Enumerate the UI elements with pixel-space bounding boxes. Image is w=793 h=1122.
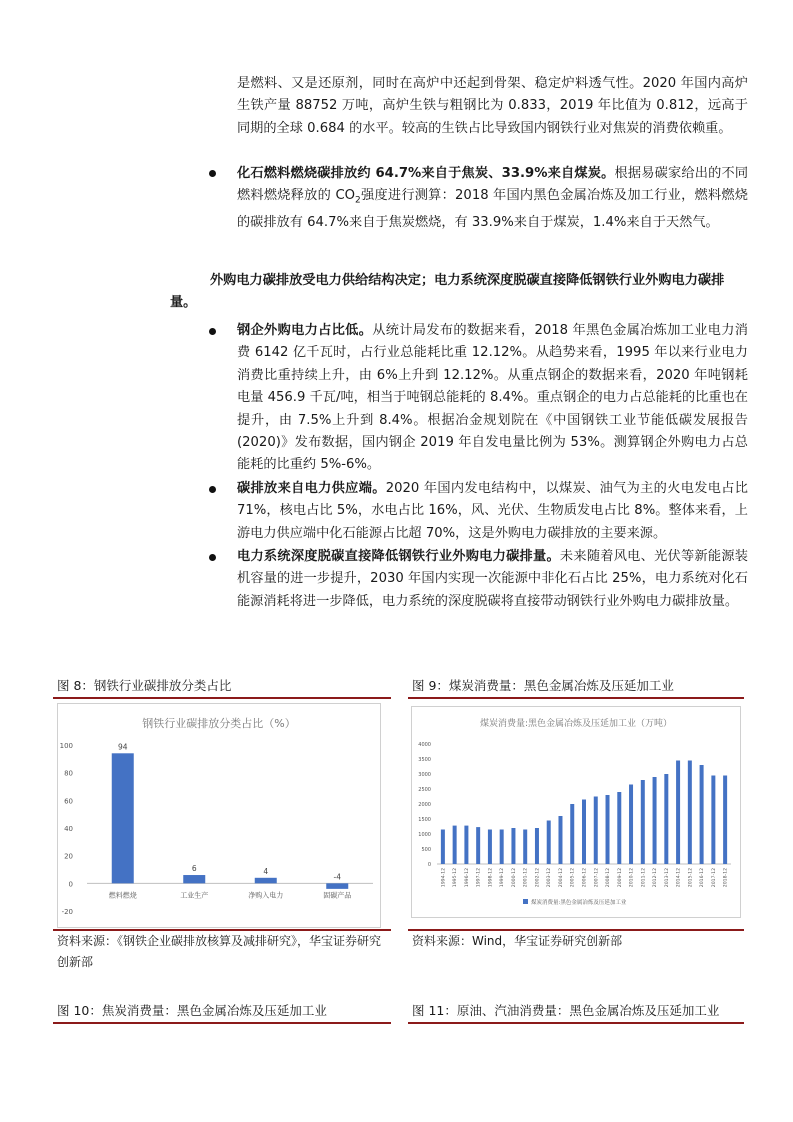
y-tick-label: 100: [59, 742, 73, 750]
bar: [582, 800, 586, 865]
bullet-text: 从统计局发布的数据来看，2018 年黑色金属冶炼加工业电力消费 6142 亿千瓦时，占行业总能耗比重 12.12%。从趋势来看，1995 年以来行业电力消费比重持续上升，由 6%上升到 12.12%。从重点钢企的数据来看，2020 年吨钢耗电量 456.9 千瓦/吨，相当于吨钢总能耗的 8.4%。重点钢企的电力占总能耗的比重也在提升，由 7.5%上升到 8.4%。根据冶金规划院在《中国钢铁工业节能低碳发展报告(2020)》发布数据，国内钢企 2019 年自发电量比例为 53%。测算钢企外购电力占总能耗的比重约 5%-6%。: [237, 323, 748, 473]
x-category-label: 2003-12: [547, 868, 553, 888]
section-heading: 外购电力碳排放受电力供给结构决定；电力系统深度脱碳直接降低钢铁行业外购电力碳排量。: [170, 273, 725, 311]
x-category-label: 2012-12: [653, 868, 659, 888]
x-category-label: 2010-12: [629, 868, 635, 888]
bullet-decarbonization: [237, 546, 748, 613]
legend-label: 煤炭消费量:黑色金属冶炼及压延加工业: [531, 900, 627, 906]
bar: [500, 830, 504, 865]
bar: [629, 785, 633, 865]
fig8-chart: [57, 703, 381, 928]
y-tick-label: 3000: [418, 772, 431, 778]
fig10-rule: [53, 1022, 391, 1024]
x-category-label: 2018-12: [723, 868, 729, 888]
y-tick-label: 1000: [418, 832, 431, 838]
x-category-label: 1994-12: [441, 868, 447, 888]
x-category-label: 2016-12: [700, 868, 706, 888]
x-category-label: 2001-12: [523, 868, 529, 888]
x-category-label: 1997-12: [476, 868, 482, 888]
x-category-label: 净购入电力: [248, 891, 284, 900]
bar: [688, 761, 692, 865]
bar: [476, 827, 480, 864]
y-tick-label: 40: [64, 825, 73, 833]
x-category-label: 2000-12: [511, 868, 517, 888]
data-label: 4: [263, 866, 269, 876]
bar: [183, 875, 205, 883]
bar: [523, 830, 527, 865]
x-category-label: 工业生产: [180, 891, 209, 900]
intro-paragraph: 是燃料、又是还原剂，同时在高炉中还起到骨架、稳定炉料透气性。2020 年国内高炉生铁产量 88752 万吨，高炉生铁与粗钢比为 0.833，2019 年比值为 0.812，远高于同期的全球 0.684 的水平。较高的生铁占比导致国内钢铁行业对焦炭的消费依赖重。: [237, 76, 748, 136]
y-tick-label: 1500: [418, 817, 431, 823]
y-tick-label: 4000: [418, 742, 431, 748]
bar: [511, 828, 515, 864]
bullet-text: 未来随着风电、光伏等新能源装机容量的进一步提升，2030 年国内实现一次能源中非化石占比 25%，电力系统对化石能源消耗将进一步降低，电力系统的深度脱碳将直接带动钢铁行业外购电力碳排放量。: [237, 549, 748, 609]
bar: [441, 830, 445, 865]
bar: [558, 816, 562, 864]
data-label: -4: [333, 872, 341, 882]
bullet-dot: [209, 328, 216, 335]
x-category-label: 2015-12: [688, 868, 694, 888]
bullet-bold-lead: 电力系统深度脱碳直接降低钢铁行业外购电力碳排量。: [237, 549, 560, 564]
x-category-label: 2014-12: [676, 868, 682, 888]
fig9-source: 资料来源：Wind，华宝证券研究创新部: [412, 934, 623, 948]
fig8-top-rule: [53, 697, 391, 699]
bullet-text-cont: 强度进行测算：2018 年国内黑色金属冶炼及加工行业，燃料燃烧的碳排放有 64.7%来自于焦炭燃烧，有 33.9%来自于煤炭，1.4%来自于天然气。: [237, 188, 748, 231]
x-category-label: 1995-12: [453, 868, 459, 888]
y-tick-label: 20: [64, 852, 73, 861]
bar: [570, 804, 574, 864]
fig10-caption: 图 10：焦炭消费量：黑色金属冶炼及压延加工业: [57, 1003, 327, 1018]
y-tick-label: 2000: [418, 802, 431, 808]
bullet-dot: [209, 554, 216, 561]
bar: [641, 780, 645, 864]
legend-swatch: [523, 899, 528, 904]
bullet-dot: [209, 170, 216, 177]
chart-title: 钢铁行业碳排放分类占比（%）: [142, 717, 296, 730]
x-category-label: 2011-12: [641, 868, 647, 888]
bar: [711, 776, 715, 865]
chart-title: 煤炭消费量:黑色金属冶炼及压延加工业（万吨）: [479, 719, 673, 729]
fig9-chart: [411, 706, 741, 918]
x-category-label: 2013-12: [664, 868, 670, 888]
bar: [700, 765, 704, 864]
x-category-label: 2006-12: [582, 868, 588, 888]
fig11-caption: 图 11：原油、汽油消费量：黑色金属冶炼及压延加工业: [412, 1003, 720, 1018]
data-label: 94: [117, 742, 128, 752]
x-category-label: 2009-12: [617, 868, 623, 888]
bullet-fossil-fuel: [237, 163, 748, 235]
bar: [326, 883, 348, 889]
y-tick-label: 2500: [418, 787, 431, 793]
x-category-label: 2002-12: [535, 868, 541, 888]
y-tick-label: 0: [427, 862, 431, 868]
bar: [255, 878, 277, 884]
bar: [453, 826, 457, 864]
y-tick-label: 0: [68, 880, 73, 889]
bar: [594, 797, 598, 865]
bullet-text: 2020 年国内发电结构中，以煤炭、油气为主的火电发电占比 71%，核电占比 5%，水电占比 16%，风、光伏、生物质发电占比 8%。整体来看，上游电力供应端中化石能源占比超 70%，这是外购电力碳排放的主要来源。: [237, 481, 748, 541]
bullet-bold-lead: 碳排放来自电力供应端。: [237, 481, 386, 496]
fig9-caption: 图 9：煤炭消费量：黑色金属冶炼及压延加工业: [412, 678, 674, 693]
bullet-bold-lead: 化石燃料燃烧碳排放约 64.7%来自于焦炭、33.9%来自煤炭。: [237, 166, 615, 181]
x-category-label: 2007-12: [594, 868, 600, 888]
x-category-label: 2008-12: [606, 868, 612, 888]
x-category-label: 1999-12: [500, 868, 506, 888]
bar: [535, 828, 539, 864]
x-category-label: 固碳产品: [323, 891, 352, 900]
bar: [112, 753, 134, 883]
y-tick-label: 80: [64, 769, 73, 778]
x-category-label: 燃料燃烧: [108, 891, 137, 900]
bar: [464, 826, 468, 864]
bar: [723, 776, 727, 865]
bullet-outsourced-power: [237, 320, 748, 477]
x-category-label: 2017-12: [711, 868, 717, 888]
bar: [606, 795, 610, 864]
y-tick-label: 3500: [418, 757, 431, 763]
x-category-label: 2005-12: [570, 868, 576, 888]
fig11-rule: [408, 1022, 744, 1024]
y-tick-label: -20: [61, 908, 73, 916]
bullet-bold-lead: 钢企外购电力占比低。: [237, 323, 373, 338]
bullet-dot: [209, 486, 216, 493]
data-label: 6: [191, 864, 197, 874]
bar: [547, 821, 551, 865]
y-tick-label: 60: [64, 797, 73, 806]
fig8-caption: 图 8：钢铁行业碳排放分类占比: [57, 678, 232, 693]
x-category-label: 1996-12: [464, 868, 470, 888]
bar: [653, 777, 657, 864]
x-category-label: 2004-12: [558, 868, 564, 888]
x-category-label: 1998-12: [488, 868, 494, 888]
bar: [617, 792, 621, 864]
subscript: 2: [355, 196, 361, 207]
bullet-power-supply: [237, 478, 748, 545]
fig8-source: 资料来源：《钢铁企业碳排放核算及减排研究》，华宝证券研究创新部: [57, 934, 382, 969]
bar: [488, 830, 492, 865]
fig9-top-rule: [408, 697, 744, 699]
bar: [676, 761, 680, 865]
bar: [664, 774, 668, 864]
y-tick-label: 500: [421, 847, 431, 853]
bullet-text: 根据易碳家给出的不同燃料燃烧释放的 CO: [237, 166, 749, 204]
